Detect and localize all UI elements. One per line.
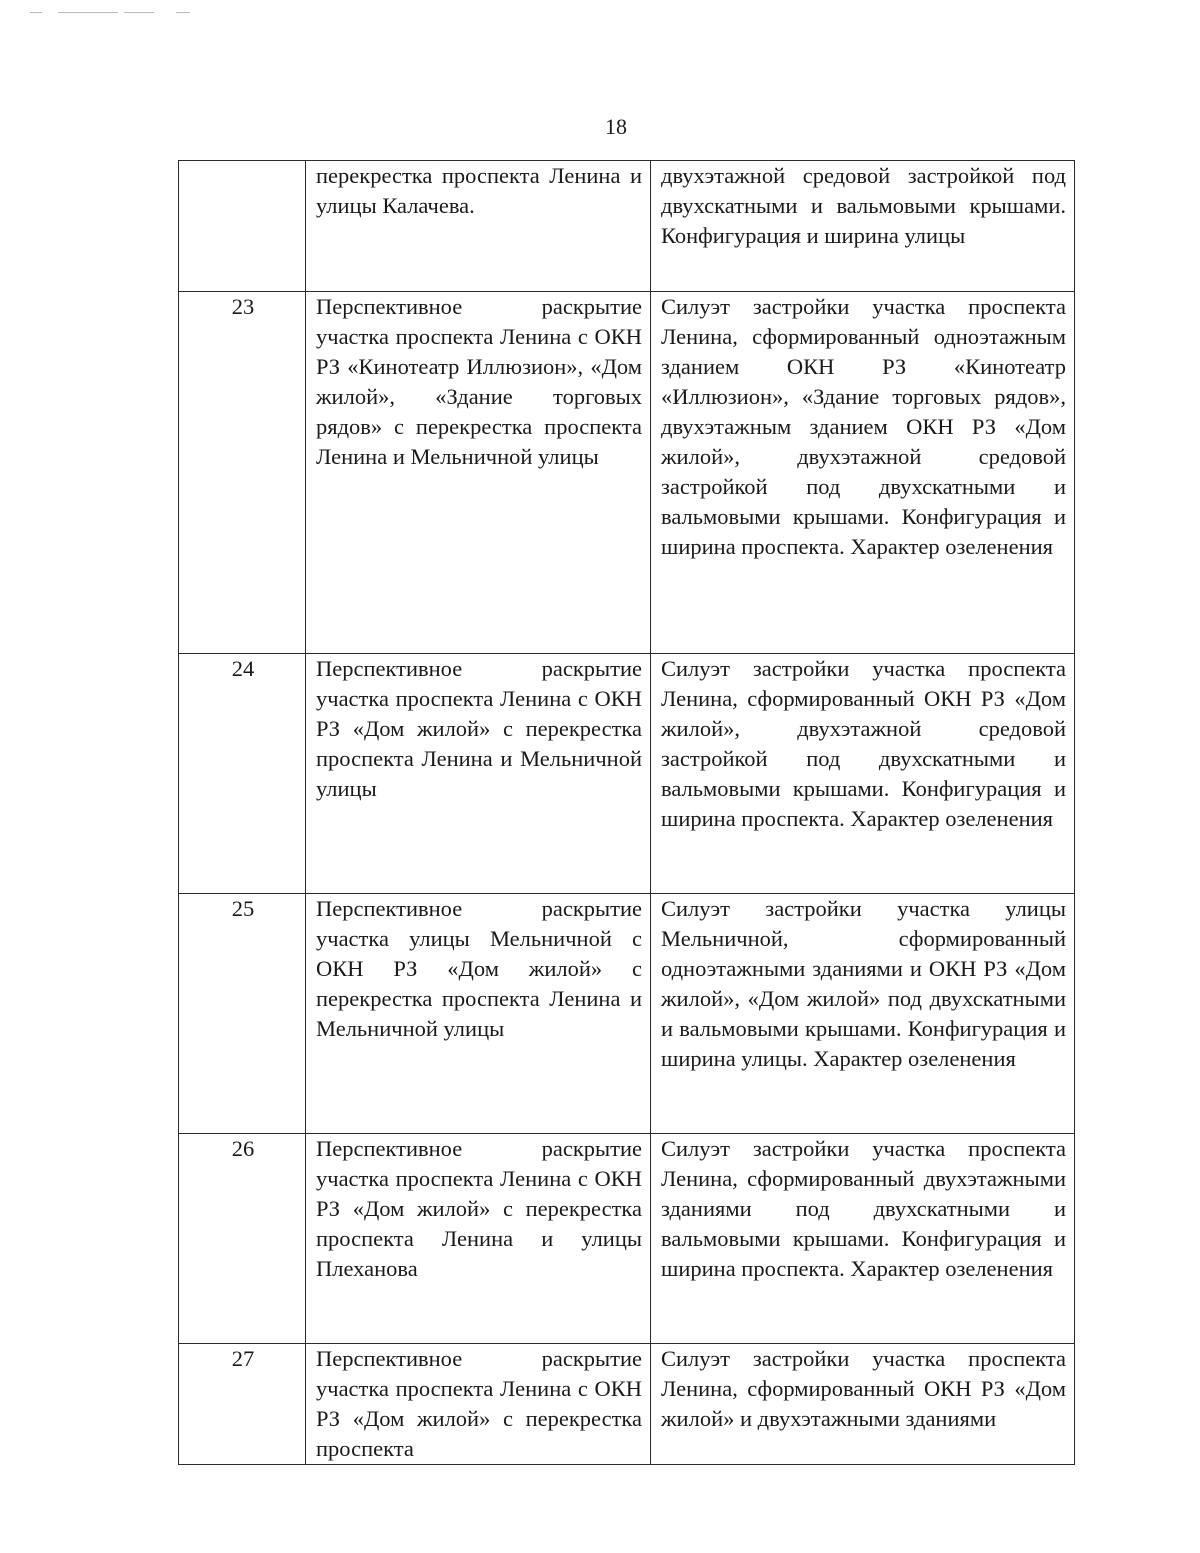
table-row xyxy=(179,161,1075,292)
row-number-cell: 23 xyxy=(179,292,306,654)
table-row xyxy=(179,654,1075,894)
silhouette-description-cell: Силуэт застройки участка проспекта Ленина, сформированный двухэтажными зданиями под двухскатными и вальмовыми крышами. Конфигурация и ширина проспекта. Характер озеленения xyxy=(651,1134,1075,1344)
row-number-cell xyxy=(179,161,306,292)
row-number-cell: 26 xyxy=(179,1134,306,1344)
table-row xyxy=(179,1344,1075,1465)
view-description-cell: Перспективное раскрытие участка улицы Мельничной с ОКН РЗ «Дом жилой» с перекрестка проспекта Ленина и Мельничной улицы xyxy=(306,894,651,1134)
view-description-cell: Перспективное раскрытие участка проспекта Ленина с ОКН РЗ «Дом жилой» с перекрестка проспекта xyxy=(306,1344,651,1465)
row-number-cell: 27 xyxy=(179,1344,306,1465)
scan-artifact-line xyxy=(124,12,154,13)
silhouette-description-cell: Силуэт застройки участка улицы Мельничной, сформированный одноэтажными зданиями и ОКН РЗ «Дом жилой», «Дом жилой» под двухскатными и вальмовыми крышами. Конфигурация и ширина улицы. Характер озеленения xyxy=(651,894,1075,1134)
table-row xyxy=(179,1134,1075,1344)
scan-artifact-line xyxy=(176,12,190,13)
scan-artifact-line xyxy=(30,12,42,13)
row-number-cell: 25 xyxy=(179,894,306,1134)
view-description-cell: Перспективное раскрытие участка проспекта Ленина с ОКН РЗ «Дом жилой» с перекрестка проспекта Ленина и Мельничной улицы xyxy=(306,654,651,894)
scan-artifact-line xyxy=(58,12,118,13)
silhouette-description-cell: Силуэт застройки участка проспекта Ленина, сформированный одноэтажным зданием ОКН РЗ «Кинотеатр «Иллюзион», «Здание торговых рядов», двухэтажным зданием ОКН РЗ «Дом жилой», двухэтажной средовой застройкой под двухскатными и вальмовыми крышами. Конфигурация и ширина проспекта. Характер озеленения xyxy=(651,292,1075,654)
page-number: 18 xyxy=(605,114,627,139)
view-description-cell: Перспективное раскрытие участка проспекта Ленина с ОКН РЗ «Дом жилой» с перекрестка проспекта Ленина и улицы Плеханова xyxy=(306,1134,651,1344)
silhouette-description-cell: Силуэт застройки участка проспекта Ленина, сформированный ОКН РЗ «Дом жилой», двухэтажной средовой застройкой под двухскатными и вальмовыми крышами. Конфигурация и ширина проспекта. Характер озеленения xyxy=(651,654,1075,894)
table-row xyxy=(179,292,1075,654)
view-description-cell: Перспективное раскрытие участка проспекта Ленина с ОКН РЗ «Кинотеатр Иллюзион», «Дом жилой», «Здание торговых рядов» с перекрестка проспекта Ленина и Мельничной улицы xyxy=(306,292,651,654)
viewpoints-table xyxy=(178,160,1075,1465)
silhouette-description-cell: Силуэт застройки участка проспекта Ленина, сформированный ОКН РЗ «Дом жилой» и двухэтажными зданиями xyxy=(651,1344,1075,1465)
silhouette-description-cell: двухэтажной средовой застройкой под двухскатными и вальмовыми крышами. Конфигурация и ширина улицы xyxy=(651,161,1075,292)
view-description-cell: перекрестка проспекта Ленина и улицы Калачева. xyxy=(306,161,651,292)
table-row xyxy=(179,894,1075,1134)
row-number-cell: 24 xyxy=(179,654,306,894)
